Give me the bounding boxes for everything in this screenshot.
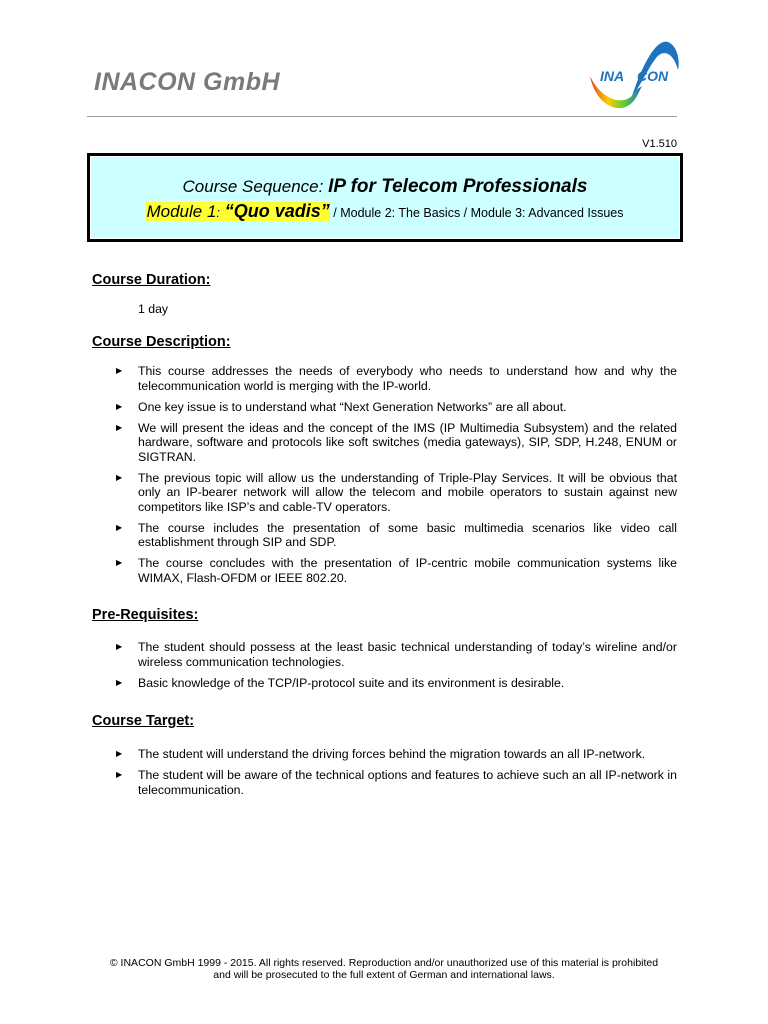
module1-colon: : bbox=[216, 205, 221, 220]
module1-name: “Quo vadis” bbox=[224, 201, 330, 221]
bullet-arrow-icon: ▶ bbox=[116, 366, 123, 375]
list-item-text: One key issue is to understand what “Next Generation Networks” are all about. bbox=[138, 399, 567, 414]
logo-text-ina: INA bbox=[600, 68, 625, 84]
list-item bbox=[113, 364, 677, 393]
list-item-text: We will present the ideas and the concept of the IMS (IP Multimedia Subsystem) and the related hardware, software and protocols like soft switches (media gateways), SIP, SDP, H.248, ENUM or SIGTRAN. bbox=[138, 420, 677, 464]
list-item-text: The previous topic will allow us the understanding of Triple-Play Services. It will be obvious that only an IP-bearer network will allow the telecom and mobile operators to sustain against new competitors like ISP’s and cable-TV operators. bbox=[138, 470, 677, 514]
list-item-text: The course concludes with the presentation of IP-centric mobile communication systems like WIMAX, Flash-OFDM or IEEE 802.20. bbox=[138, 556, 677, 585]
list-item bbox=[113, 747, 677, 762]
list-item bbox=[113, 521, 677, 550]
bullet-arrow-icon: ▶ bbox=[116, 401, 123, 411]
copyright-footer bbox=[80, 957, 688, 981]
duration-value: 1 day bbox=[138, 302, 169, 316]
bullet-arrow-icon: ▶ bbox=[116, 522, 123, 532]
list-item-text: The student will be aware of the technical options and features to achieve such an all IP-network in telecommunication. bbox=[138, 768, 677, 797]
description-heading: Course Description: bbox=[92, 334, 231, 350]
list-item bbox=[113, 556, 677, 585]
bullet-arrow-icon: ▶ bbox=[116, 642, 123, 651]
bullet-arrow-icon: ▶ bbox=[116, 422, 123, 432]
list-item bbox=[113, 400, 677, 415]
bullet-arrow-icon: ▶ bbox=[116, 749, 123, 758]
other-modules: / Module 2: The Basics / Module 3: Advanced Issues bbox=[333, 206, 624, 220]
list-item bbox=[113, 640, 677, 669]
module-line bbox=[91, 201, 679, 222]
course-title: IP for Telecom Professionals bbox=[328, 176, 588, 197]
list-item-text: This course addresses the needs of everybody who needs to understand how and why the telecommunication world is merging with the IP-world. bbox=[138, 364, 677, 393]
target-heading: Course Target: bbox=[92, 713, 195, 729]
target-list bbox=[113, 747, 677, 804]
list-item-text: The student will understand the driving forces behind the migration towards an all IP-network. bbox=[138, 747, 646, 761]
duration-heading: Course Duration: bbox=[92, 272, 211, 288]
list-item-text: Basic knowledge of the TCP/IP-protocol suite and its environment is desirable. bbox=[138, 675, 565, 690]
list-item bbox=[113, 768, 677, 797]
logo-text-con: CON bbox=[637, 68, 669, 84]
module1-label: Module 1 bbox=[146, 202, 217, 221]
inacon-logo bbox=[586, 36, 682, 118]
prerequisites-list bbox=[113, 640, 677, 697]
copyright-line-2: and will be prosecuted to the full extent of German and international laws. bbox=[213, 969, 555, 981]
course-sequence-label: Course Sequence: bbox=[182, 177, 324, 196]
list-item bbox=[113, 676, 677, 691]
course-title-line bbox=[91, 157, 679, 198]
list-item-text: The course includes the presentation of some basic multimedia scenarios like video call establishment through SIP and SDP. bbox=[138, 520, 677, 549]
description-list bbox=[113, 364, 677, 592]
header-divider bbox=[87, 116, 677, 117]
company-name: INACON GmbH bbox=[94, 68, 281, 96]
copyright-line-1: © INACON GmbH 1999 - 2015. All rights reserved. Reproduction and/or unauthorized use of this material is prohibited bbox=[109, 957, 659, 969]
bullet-arrow-icon: ▶ bbox=[116, 558, 123, 567]
list-item bbox=[113, 421, 677, 465]
list-item-text: The student should possess at the least basic technical understanding of today’s wireline and/or wireless communication technologies. bbox=[138, 640, 677, 669]
course-banner bbox=[87, 153, 683, 242]
bullet-arrow-icon: ▶ bbox=[116, 472, 123, 482]
prerequisites-heading: Pre-Requisites: bbox=[92, 607, 199, 623]
list-item bbox=[113, 471, 677, 515]
bullet-arrow-icon: ▶ bbox=[116, 770, 123, 779]
module1-highlight bbox=[146, 202, 329, 221]
version-label: V1.510 bbox=[642, 138, 677, 150]
bullet-arrow-icon: ▶ bbox=[116, 677, 123, 687]
course-banner-inner bbox=[90, 156, 680, 239]
